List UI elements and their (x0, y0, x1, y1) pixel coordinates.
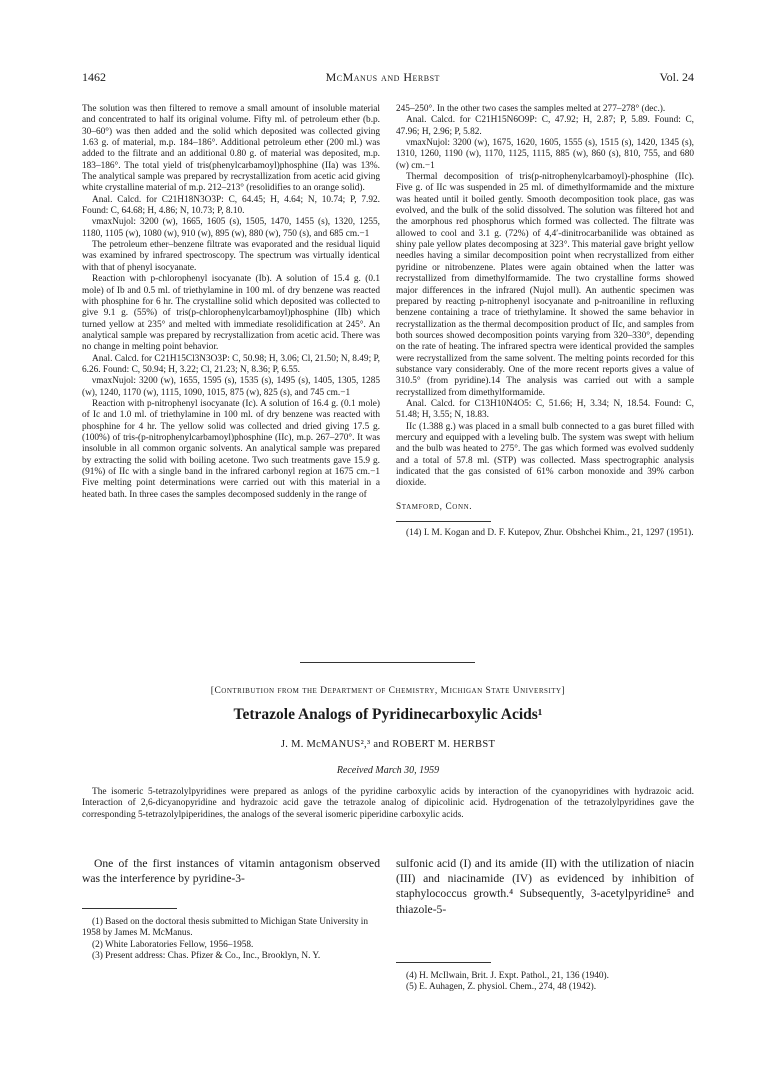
paragraph: Anal. Calcd. for C13H10N4O5: C, 51.66; H, 3.34; N, 18.54. Found: C, 51.48; H, 3.55; N, 18.83. (396, 398, 694, 421)
contribution-line: [Contribution from the Department of Chemistry, Michigan State University] (210, 686, 566, 696)
footnote: (1) Based on the doctoral thesis submitted to Michigan State University in 1958 by James M. McManus. (82, 917, 369, 939)
volume-number: Vol. 24 (659, 70, 694, 84)
page-number: 1462 (82, 70, 106, 84)
paragraph: The solution was then filtered to remove a small amount of insoluble material and concentrated to half its original volume. Fifty ml. of petroleum ether (b.p. 30–60°) was then added and the solid which deposited was collected giving 1.63 g. of material, m.p. 184–186°. Additional petroleum ether (200 ml.) was added to the filtrate and an additional 0.80 g. of material was deposited, m.p. 183–186°. The total yield of tris(phenylcarbamoyl)phosphine (IIa) was 13%. The analytical sample was prepared by recrystallization from acetic acid giving white crystalline material of m.p. 212–213° (resolidifies to an orange solid). (82, 104, 380, 194)
author-line: J. M. McMANUS²,³ and ROBERT M. HERBST (280, 739, 496, 750)
footnote-divider (396, 521, 491, 522)
paragraph: νmaxNujol: 3200 (w), 1655, 1595 (s), 1535 (s), 1495 (s), 1405, 1305, 1285 (w), 1240, 1170 (w), 1115, 1090, 1015, 875 (w), 825 (s), and 745 cm.−1 (82, 376, 380, 398)
footnote-divider (82, 908, 177, 909)
footnotes-left (82, 908, 380, 963)
running-head (82, 70, 694, 85)
article-title: Tetrazole Analogs of Pyridinecarboxylic Acids¹ (233, 706, 543, 723)
footnote: (2) White Laboratories Fellow, 1956–1958. (92, 939, 254, 950)
footnote: (3) Present address: Chas. Pfizer & Co., Inc., Brooklyn, N. Y. (92, 951, 321, 962)
abstract-text: The isomeric 5-tetrazolylpyridines were prepared as anlogs of the pyridine carboxylic acids by interaction of the cyanopyridines with hydrazoic acid. Interaction of 2,6-dicyanopyridine and hydrazoic acid gave the tetrazole analog of dipicolinic acid. Hydrogenation of the tetrazolylpyridines gave the corresponding 5-tetrazolylpiperidines, the analogs of the several isomeric piperidine carboxylic acids. (82, 787, 694, 820)
body-left-column (82, 856, 380, 886)
paragraph: Anal. Calcd. for C21H15Cl3N3O3P: C, 50.98; H, 3.06; Cl, 21.50; N, 8.49; P, 6.26. Found: C, 50.94; H, 3.22; Cl, 21.23; N, 8.36; P, 6.55. (82, 353, 380, 375)
footnotes-right (396, 962, 694, 994)
paragraph: Reaction with p-chlorophenyl isocyanate (Ib). A solution of 15.4 g. (0.1 mole) of Ib and 0.5 ml. of triethylamine in 100 ml. of dry benzene was reacted with phosphine for 6 hr. The crystalline solid which deposited was collected to give 9.1 g. (55%) of tris(p-chlorophenylcarbamoyl)phosphine (IIb) which turned yellow at 235° and melted with immediate resolidification at 245°. An analytical sample was prepared by recrystallization from acetic acid. There was no change in melting point behavior. (82, 274, 380, 353)
paragraph: Anal. Calcd. for C21H15N6O9P: C, 47.92; H, 2.87; P, 5.89. Found: C, 47.96; H, 2.96; P, 5.82. (396, 115, 694, 137)
received-date: Received March 30, 1959 (336, 765, 440, 776)
footnote: (5) E. Auhagen, Z. physiol. Chem., 274, 48 (1942). (406, 982, 597, 993)
paragraph: The petroleum ether–benzene filtrate was evaporated and the residual liquid was examined by infrared spectroscopy. The spectrum was virtually identical with that of phenyl isocyanate. (82, 240, 380, 273)
abstract (82, 787, 694, 821)
paragraph: 245–250°. In the other two cases the samples melted at 277–278° (dec.). (396, 104, 666, 114)
paragraph: νmaxNujol: 3200 (w), 1675, 1620, 1605, 1555 (s), 1515 (s), 1420, 1345 (s), 1310, 1260, 1190 (w), 1170, 1125, 1115, 885 (w), 860 (s), 810, 755, and 680 (w) cm.−1 (396, 138, 694, 171)
paragraph: IIc (1.388 g.) was placed in a small bulb connected to a gas buret filled with mercury and equipped with a leveling bulb. The system was swept with helium and the bulb was heated to 275°. The gas which formed was evolved suddenly and a total of 57.8 ml. (STP) was collected. Mass spectrographic analysis indicated that the gas consisted of 61% carbon monoxide and 39% carbon dioxide. (396, 421, 694, 489)
paragraph: Reaction with p-nitrophenyl isocyanate (Ic). A solution of 16.4 g. (0.1 mole) of Ic and 1.0 ml. of triethylamine in 100 ml. of dry benzene was reacted with phosphine for 4 hr. The yellow solid was collected and dried giving 17.5 g. (100%) of tris-(p-nitrophenylcarbamoyl)phosphine (IIc), m.p. 267–270°. It was insoluble in all common organic solvents. An analytical sample was prepared by extracting the solid with boiling acetone. Two such treatments gave 15.9 g. (91%) of IIc with a single band in the infrared carbonyl region at 1675 cm.−1 Five melting point determinations were carried out with this material in a heated bath. In three cases the samples decomposed suddenly in the range of (82, 398, 380, 500)
running-title: McManus and Herbst (325, 70, 440, 84)
article-separator (300, 662, 475, 663)
prev-article-right-column (396, 104, 694, 539)
body-right-column (396, 856, 694, 917)
paragraph: νmaxNujol: 3200 (w), 1665, 1605 (s), 1505, 1470, 1455 (s), 1320, 1255, 1180, 1105 (w), 1080 (w), 910 (w), 895 (w), 880 (w), 750 (s), and 685 cm.−1 (82, 217, 380, 239)
footnote: (14) I. M. Kogan and D. F. Kutepov, Zhur. Obshchei Khim., 21, 1297 (1951). (406, 528, 694, 539)
paragraph: sulfonic acid (I) and its amide (II) with the utilization of niacin (III) and niacinamide (IV) as evidenced by inhibition of staphylococcus growth.⁴ Subsequently, 3-acetylpyridine⁵ and thiazole-5- (396, 857, 694, 916)
footnote: (4) H. McIlwain, Brit. J. Expt. Pathol., 21, 136 (1940). (406, 971, 609, 981)
paragraph: Anal. Calcd. for C21H18N3O3P: C, 64.45; H, 4.64; N, 10.74; P, 7.92. Found: C, 64.68; H, 4.86; N, 10.73; P, 8.10. (82, 194, 380, 217)
paragraph: One of the first instances of vitamin antagonism observed was the interference by pyridine-3- (82, 857, 380, 886)
prev-article-left-column (82, 104, 380, 501)
signoff-location: Stamford, Conn. (396, 501, 473, 512)
paragraph: Thermal decomposition of tris(p-nitrophenylcarbamoyl)-phosphine (IIc). Five g. of IIc was suspended in 25 ml. of dimethylformamide and the mixture was heated until it boiled gently. Smooth decomposition took place, gas was evolved, and the bulk of the solid dissolved. The solution was filtered hot and the amorphous red phosphorus which formed was collected. The filtrate was allowed to cool and 3.1 g. (72%) of 4,4′-dinitrocarbanilide was obtained as shiny pale yellow plates decomposing at 323°. This material gave bright yellow needles having a similar decomposition point when recrystallized from either pyridine or nitrobenzene. Plates were again obtained when the latter was recrystallized from dimethylformamide. The two crystalline forms showed major differences in the infrared (Nujol mull). An authentic specimen was prepared by reacting p-nitrophenyl isocyanate and p-nitroaniline in refluxing benzene containing a trace of triethylamine. It showed the same behavior in recrystallization as the thermal decomposition product of IIc, and samples from both sources showed decomposition points varying from 320–330°, depending on the rate of heating. The infrared spectra were identical provided the samples were recrystallized from the same solvent. The melting points recorded for this substance vary considerably. One of the more recent reports gives a value of 310.5° (from pyridine).14 The analysis was carried out with a sample recrystallized from dimethylformamide. (396, 172, 694, 398)
footnote-divider (396, 962, 491, 963)
